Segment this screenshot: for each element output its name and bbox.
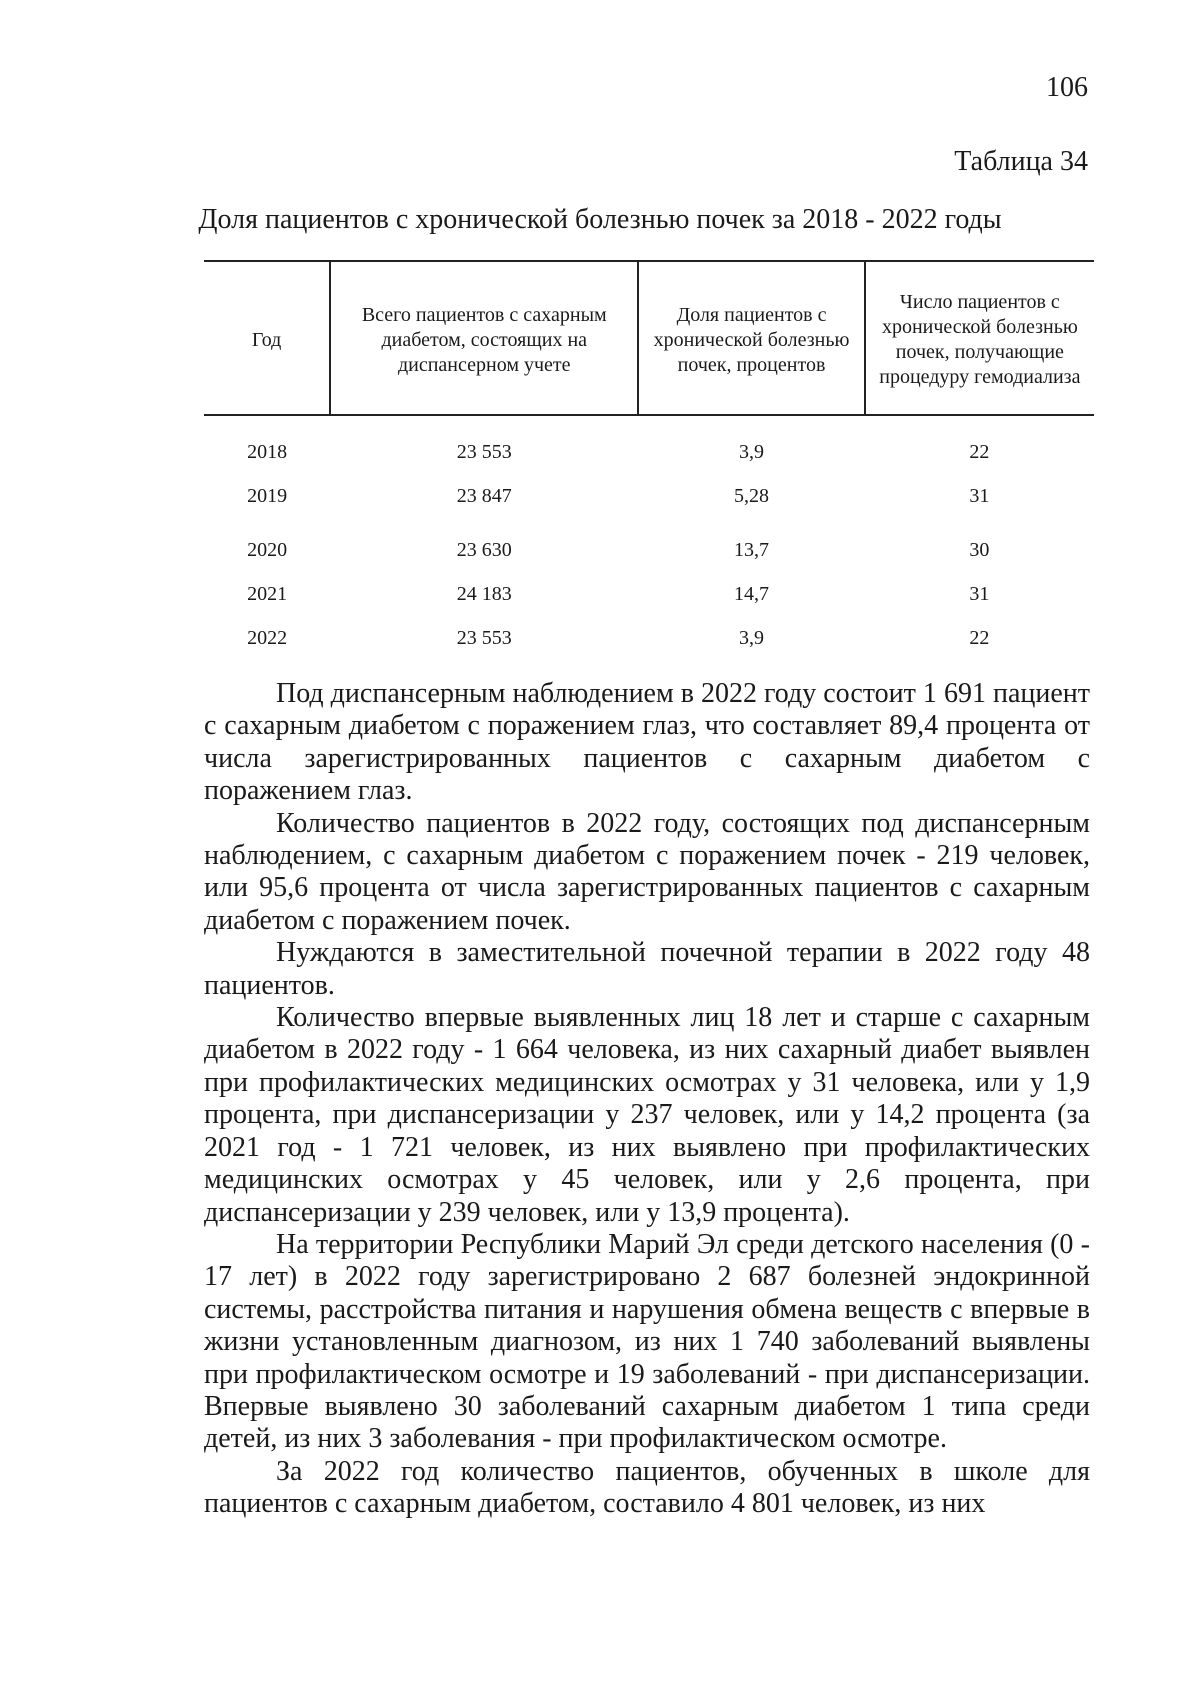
- cell-total-patients: 23 553: [456, 440, 512, 463]
- paragraph: Под диспансерным наблюдением в 2022 году состоит 1 691 пациент с сахарным диабетом с поражением глаз, что составляет 89,4 процента от числа зарегистрированных пациентов с сахарным диабетом с поражением глаз.: [204, 678, 1090, 807]
- table-header-row: [204, 261, 1094, 415]
- cell-year: 2021: [247, 582, 288, 605]
- page-number: 106: [1046, 72, 1088, 103]
- cell-year: 2019: [247, 484, 288, 507]
- cell-ckd-share: 5,28: [734, 484, 770, 507]
- body-text: [204, 678, 1090, 1521]
- cell-total-patients: 23 630: [456, 538, 512, 561]
- cell-dialysis-patients: 22: [969, 440, 990, 463]
- paragraph: За 2022 год количество пациентов, обученных в школе для пациентов с сахарным диабетом, составило 4 801 человек, из них: [204, 1455, 1090, 1520]
- table-row: [204, 572, 1094, 616]
- paragraph: Количество впервые выявленных лиц 18 лет и старше с сахарным диабетом в 2022 году - 1 664 человека, из них сахарный диабет выявлен при профилактических медицинских осмотрах у 31 человека, или у 1,9 процента, при диспансеризации у 237 человек, или у 14,2 процента (за 2021 год - 1 721 человек, из них выявлено при профилактических медицинских осмотрах у 45 человек, или у 2,6 процента, при диспансеризации у 239 человек, или у 13,9 процента).: [204, 1002, 1090, 1228]
- cell-total-patients: 24 183: [456, 582, 512, 605]
- paragraph: Количество пациентов в 2022 году, состоящих под диспансерным наблюдением, с сахарным диабетом с поражением почек - 219 человек, или 95,6 процента от числа зарегистрированных пациентов с сахарным диабетом с поражением почек.: [204, 807, 1090, 936]
- cell-year: 2020: [247, 538, 288, 561]
- table-row: [204, 518, 1094, 572]
- cell-ckd-share: 13,7: [734, 538, 770, 561]
- cell-dialysis-patients: 31: [969, 484, 990, 507]
- ckd-patients-table: [204, 260, 1094, 660]
- paragraph: Нуждаются в заместительной почечной терапии в 2022 году 48 пациентов.: [204, 937, 1090, 1001]
- cell-total-patients: 23 553: [456, 626, 512, 649]
- header-dialysis-patients: Число пациентов с хронической болезнью почек, получающие процедуру гемодиализа: [865, 261, 1094, 415]
- cell-year: 2018: [247, 440, 288, 463]
- header-year: Год: [204, 261, 330, 415]
- cell-total-patients: 23 847: [456, 484, 512, 507]
- header-ckd-share: Доля пациентов с хронической болезнью почек, процентов: [638, 261, 864, 415]
- table-row: [204, 616, 1094, 660]
- cell-ckd-share: 14,7: [734, 582, 770, 605]
- header-total-patients: Всего пациентов с сахарным диабетом, состоящих на диспансерном учете: [330, 261, 638, 415]
- cell-dialysis-patients: 31: [969, 582, 990, 605]
- cell-dialysis-patients: 30: [969, 538, 990, 561]
- table-title: Доля пациентов с хронической болезнью почек за 2018 - 2022 годы: [198, 204, 1002, 235]
- paragraph: На территории Республики Марий Эл среди детского населения (0 - 17 лет) в 2022 году зарегистрировано 2 687 болезней эндокринной системы, расстройства питания и нарушения обмена веществ с впервые в жизни установленным диагнозом, из них 1 740 заболеваний выявлены при профилактическом осмотре и 19 заболеваний - при диспансеризации. Впервые выявлено 30 заболеваний сахарным диабетом 1 типа среди детей, из них 3 заболевания - при профилактическом осмотре.: [204, 1228, 1090, 1455]
- cell-year: 2022: [247, 626, 288, 649]
- table-row: [204, 474, 1094, 518]
- cell-ckd-share: 3,9: [739, 626, 765, 649]
- cell-ckd-share: 3,9: [739, 440, 765, 463]
- table-label: Таблица 34: [954, 146, 1088, 177]
- table-row: [204, 415, 1094, 474]
- cell-dialysis-patients: 22: [969, 626, 990, 649]
